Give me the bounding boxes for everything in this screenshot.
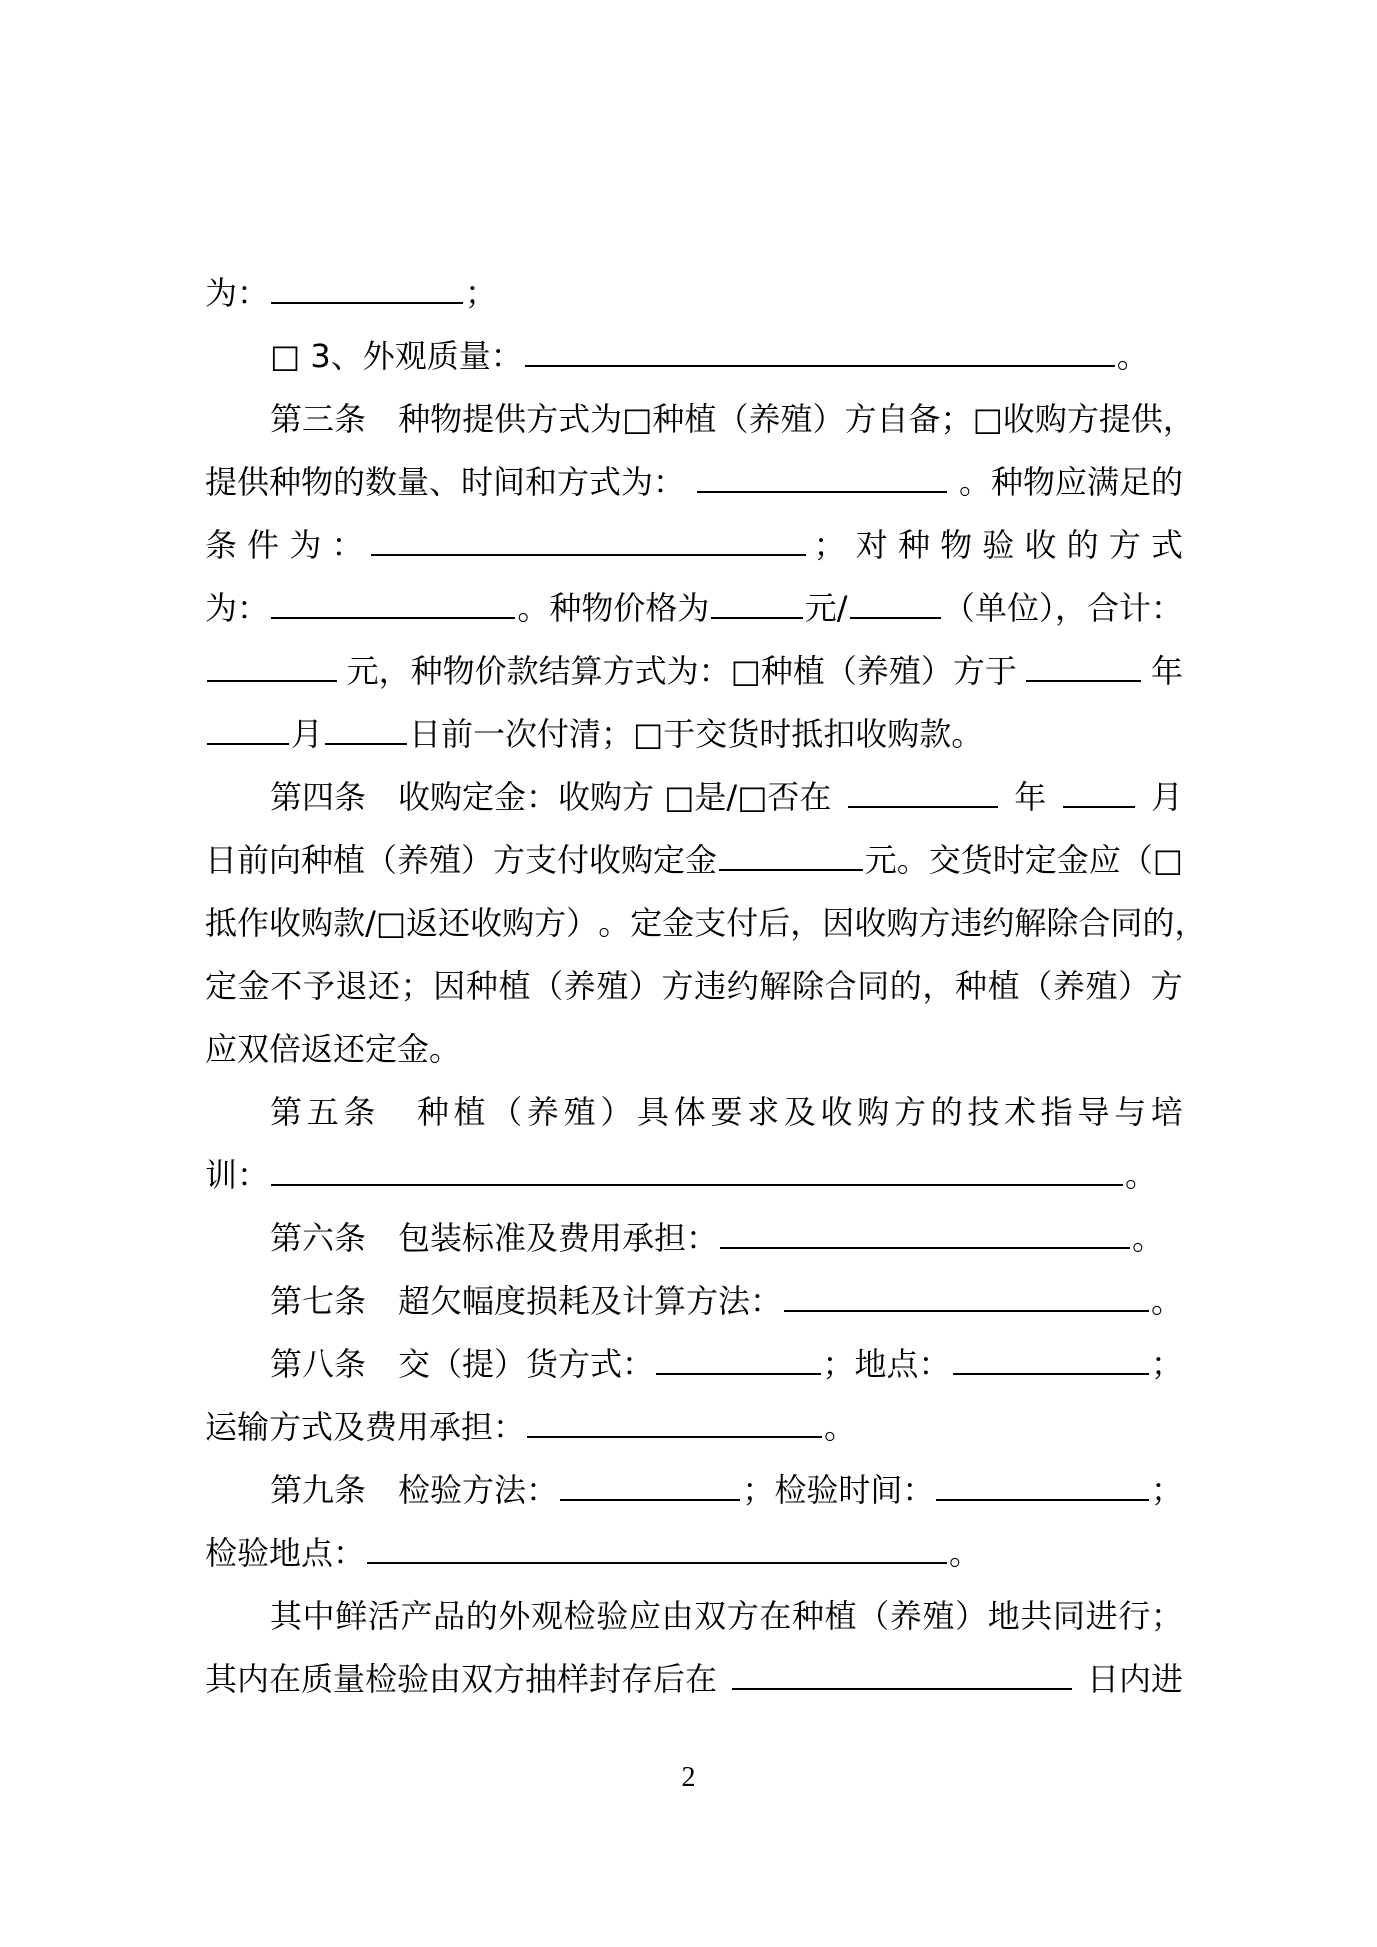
text-segment: 第四条 收购定金：收购方 □是/□否在 xyxy=(270,778,832,816)
fill-in-blank[interactable] xyxy=(784,1274,1149,1312)
text-segment: □ 3、外观质量： xyxy=(270,337,523,375)
text-segment: 为： xyxy=(205,589,270,627)
text-segment: 定 金 不 予 退 还 ； 因 种 植 （ 养 殖 ） 方 违 约 解 除 合 同 的 ， 种 植 （ 养 殖 ） 方 xyxy=(205,967,1183,1005)
document-page xyxy=(205,0,1207,1947)
text-segment: 第八条 交（提）货方式： xyxy=(270,1345,655,1383)
text-segment: 提供种物的数量、时间和方式为： xyxy=(205,463,686,501)
fill-in-blank[interactable] xyxy=(525,329,1115,367)
text-segment: 年 xyxy=(1150,652,1183,690)
fill-in-blank[interactable] xyxy=(1063,770,1135,808)
fill-in-blank[interactable] xyxy=(719,833,863,871)
text-segment: 抵 作 收 购 款 / □ 返 还 收 购 方 ） 。 定 金 支 付 后 ， 因 收 购 方 违 约 解 除 合 同 的 ， xyxy=(205,904,1207,942)
text-line xyxy=(205,1018,1183,1081)
text-line xyxy=(205,388,1195,451)
text-line xyxy=(205,1459,1183,1522)
text-segment: 。 xyxy=(1125,1156,1158,1194)
text-line xyxy=(205,892,1207,955)
text-segment: 日前一次付清；□于交货时抵扣收购款。 xyxy=(409,715,984,753)
text-line xyxy=(205,577,1183,640)
text-segment: 月 xyxy=(1150,778,1183,816)
fill-in-blank[interactable] xyxy=(953,1337,1149,1375)
text-segment: 。 xyxy=(824,1408,857,1446)
text-line xyxy=(205,451,1183,514)
text-line xyxy=(205,829,1183,892)
text-segment: 训： xyxy=(205,1156,270,1194)
text-segment: 应双倍返还定金。 xyxy=(205,1030,462,1068)
fill-in-blank[interactable] xyxy=(1026,644,1141,682)
text-segment: 。种物价格为 xyxy=(517,589,710,627)
text-segment: 元/ xyxy=(804,589,848,627)
text-line xyxy=(205,514,1183,577)
text-line xyxy=(205,1207,1183,1270)
text-line xyxy=(205,262,1183,325)
text-segment: 元，种物价款结算方式为：□种植（养殖）方于 xyxy=(346,652,1017,690)
text-segment: 第七条 超欠幅度损耗及计算方法： xyxy=(270,1282,783,1320)
text-segment: 。种物应满足的 xyxy=(958,463,1183,501)
text-segment: ； 对 种 物 验 收 的 方 式 xyxy=(813,526,1183,564)
text-line xyxy=(205,703,1183,766)
text-segment: 。 xyxy=(1132,1219,1165,1257)
fill-in-blank[interactable] xyxy=(371,518,806,556)
text-segment: 元。交货时定金应（□ xyxy=(864,841,1183,879)
text-segment: 第九条 检验方法： xyxy=(270,1471,559,1509)
text-line xyxy=(205,766,1183,829)
text-segment: 年 xyxy=(1014,778,1047,816)
text-segment: 第 五 条 种 植 （ 养 殖 ） 具 体 要 求 及 收 购 方 的 技 术 指 导 与 培 xyxy=(270,1093,1183,1131)
text-line xyxy=(205,1081,1183,1144)
fill-in-blank[interactable] xyxy=(697,455,947,493)
fill-in-blank[interactable] xyxy=(732,1652,1072,1690)
page-number: 2 xyxy=(681,1762,696,1793)
text-segment: 其 中 鲜 活 产 品 的 外 观 检 验 应 由 双 方 在 种 植 （ 养 殖 ） 地 共 同 进 行 ； xyxy=(270,1597,1183,1635)
text-segment: 。 xyxy=(1150,1282,1183,1320)
text-segment: 日前向种植（养殖）方支付收购定金 xyxy=(205,841,718,879)
fill-in-blank[interactable] xyxy=(271,581,515,619)
text-line xyxy=(205,1648,1183,1711)
text-segment: ；检验时间： xyxy=(742,1471,935,1509)
fill-in-blank[interactable] xyxy=(560,1463,740,1501)
text-segment: ；地点： xyxy=(822,1345,951,1383)
text-line xyxy=(205,1144,1183,1207)
text-segment: 为： xyxy=(205,274,270,312)
fill-in-blank[interactable] xyxy=(848,770,998,808)
fill-in-blank[interactable] xyxy=(656,1337,820,1375)
text-segment: ； xyxy=(1150,1471,1183,1509)
text-segment: 日内进 xyxy=(1086,1660,1183,1698)
text-segment: 运输方式及费用承担： xyxy=(205,1408,526,1446)
fill-in-blank[interactable] xyxy=(207,644,337,682)
fill-in-blank[interactable] xyxy=(325,707,407,745)
text-line xyxy=(205,1333,1183,1396)
fill-in-blank[interactable] xyxy=(367,1526,947,1564)
text-line xyxy=(205,1396,1183,1459)
text-line xyxy=(205,1585,1183,1648)
text-segment: ； xyxy=(465,274,498,312)
text-line xyxy=(205,325,1183,388)
fill-in-blank[interactable] xyxy=(720,1211,1130,1249)
text-segment: 第六条 包装标准及费用承担： xyxy=(270,1219,719,1257)
text-segment: 第 三 条 种 物 提 供 方 式 为 □ 种 植 （ 养 殖 ） 方 自 备 ； □ 收 购 方 提 供 ， xyxy=(270,400,1195,438)
fill-in-blank[interactable] xyxy=(850,581,941,619)
text-segment: 其内在质量检验由双方抽样封存后在 xyxy=(205,1660,718,1698)
text-segment: 月 xyxy=(291,715,324,753)
text-line xyxy=(205,1522,1183,1585)
text-line xyxy=(205,640,1183,703)
text-line xyxy=(205,1270,1183,1333)
text-segment: 。 xyxy=(1116,337,1149,375)
fill-in-blank[interactable] xyxy=(527,1400,822,1438)
fill-in-blank[interactable] xyxy=(207,707,289,745)
fill-in-blank[interactable] xyxy=(936,1463,1149,1501)
text-segment: （单位），合计： xyxy=(943,589,1184,627)
text-segment: 检验地点： xyxy=(205,1534,366,1572)
text-segment: 条 件 为 ： xyxy=(205,526,364,564)
text-segment: ； xyxy=(1150,1345,1183,1383)
text-segment: 。 xyxy=(949,1534,982,1572)
fill-in-blank[interactable] xyxy=(271,266,463,304)
fill-in-blank[interactable] xyxy=(711,581,802,619)
fill-in-blank[interactable] xyxy=(271,1148,1123,1186)
text-line xyxy=(205,955,1183,1018)
